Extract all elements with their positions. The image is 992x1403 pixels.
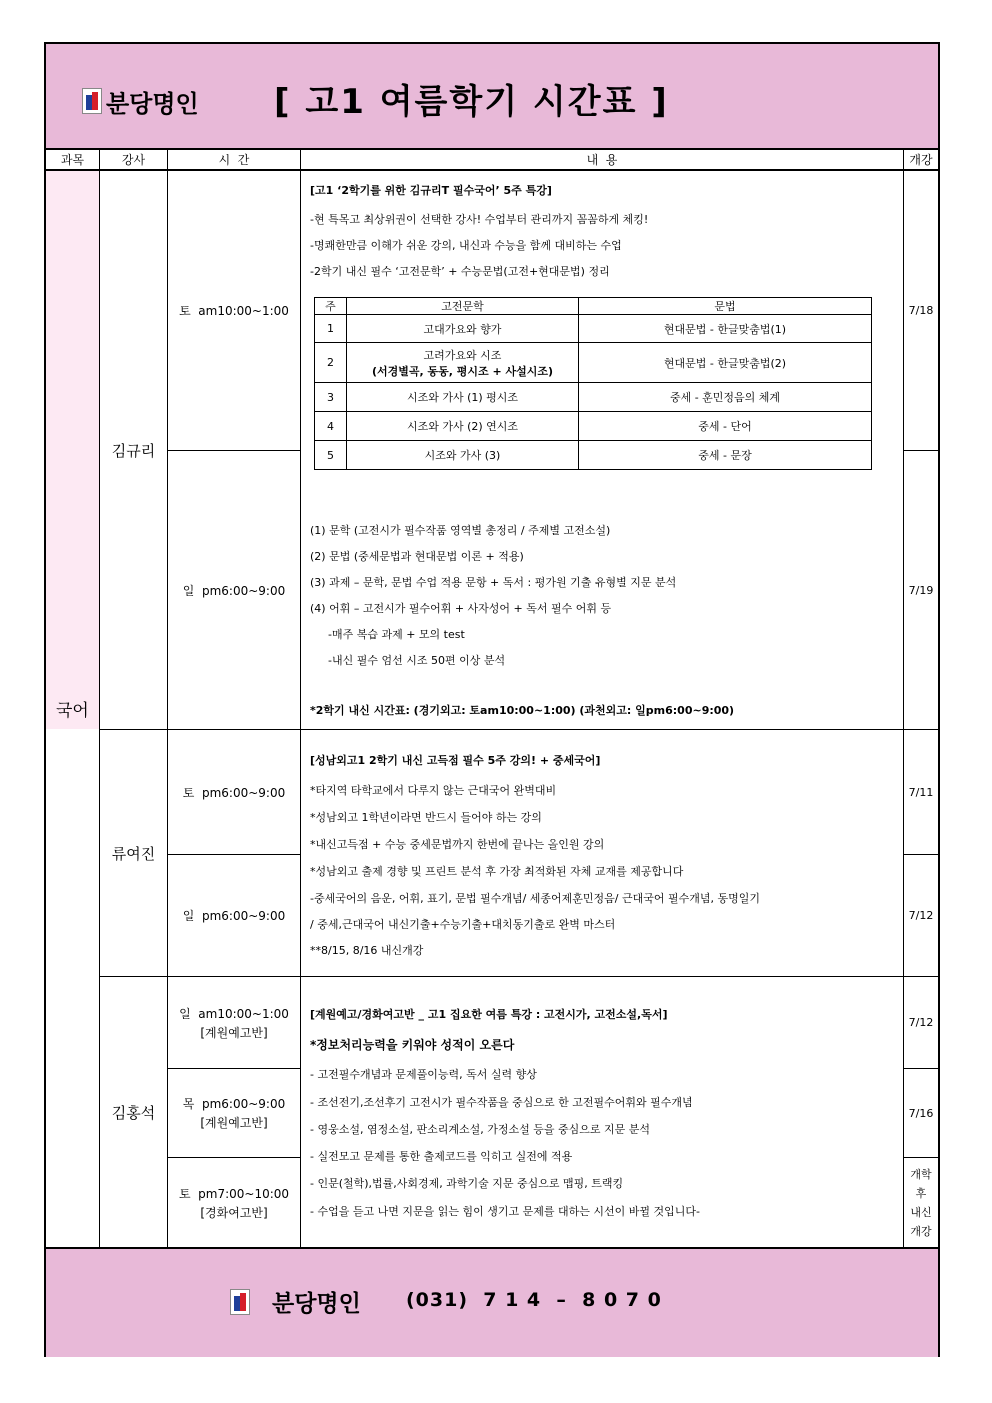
content-title: [계원예고/경화여고반 _ 고1 집요한 여름 특강 : 고전시가, 고전소설,독서] [310, 1008, 668, 1021]
content-line: / 중세,근대국어 내신기출+수능기출+대치동기출로 완벽 마스터 [310, 918, 616, 931]
slot-time-cell [168, 977, 300, 1068]
timetable-page [44, 42, 940, 1357]
content-line: - 실전모고 문제를 통한 출제코드를 익히고 실전에 적용 [310, 1150, 573, 1163]
content-line: **8/15, 8/16 내신개강 [310, 944, 424, 957]
footer-banner [46, 1247, 938, 1357]
slot-start-date: 7/11 [908, 785, 934, 799]
slot-time: 토 pm6:00~9:00 [182, 785, 286, 800]
content-line: - 조선전기,조선후기 고전시가 필수작품을 중심으로 한 고전필수어휘와 필수개념 [310, 1096, 693, 1109]
grammar-col-header: 문법 [579, 298, 872, 315]
content-line: (1) 문학 (고전시가 필수작품 영역별 총정리 / 주제별 고전소설) [310, 524, 611, 537]
weekly-curriculum-table [314, 297, 872, 470]
grammar-topic: 현대문법 - 한글맞춤법(1) [579, 315, 872, 343]
week-number: 3 [315, 383, 347, 412]
slot-time: 토 pm7:00~10:00 [178, 1186, 290, 1201]
grammar-topic: 중세 - 훈민정음의 체계 [579, 383, 872, 412]
header-brand: 분당명인 [106, 90, 199, 118]
start-note-line: 개학 [910, 1167, 932, 1181]
literature-topic: 고대가요와 향가 [347, 315, 579, 343]
teacher-name: 류여진 [111, 844, 156, 863]
header-banner [46, 44, 938, 150]
col-time-header: 시 간 [218, 153, 250, 167]
content-note: *2학기 내신 시간표: (경기외고: 토am10:00~1:00) (과천외고: 일pm6:00~9:00) [310, 704, 735, 717]
slot-time-cell [168, 1069, 300, 1157]
table-row [315, 315, 872, 343]
content-line: (2) 문법 (중세문법과 현대문법 이론 + 적용) [310, 550, 524, 563]
start-note-line: 내신 [910, 1205, 932, 1219]
literature-topic: 시조와 가사 (2) 연시조 [347, 412, 579, 441]
grammar-topic: 중세 - 문장 [579, 441, 872, 470]
content-line: - 고전필수개념과 문제풀이능력, 독서 실력 향상 [310, 1068, 537, 1081]
slot-time: 목 pm6:00~9:00 [182, 1097, 286, 1111]
teacher-name: 김규리 [111, 441, 156, 460]
slot-time: 일 pm6:00~9:00 [182, 909, 286, 923]
week-number: 5 [315, 441, 347, 470]
slot-start-note [904, 1158, 938, 1247]
literature-topic-main: 고려가요와 시조 [423, 348, 502, 362]
content-line: - 수업을 듣고 나면 지문을 읽는 힘이 생기고 문제를 대하는 시선이 바뀔 것입니다- [310, 1205, 700, 1218]
subject-cell [46, 171, 99, 729]
content-line: (3) 과제 – 문학, 문법 수업 적용 문항 + 독서 : 평가원 기출 유형별 지문 분석 [310, 576, 677, 589]
start-note-line: 개강 [910, 1224, 932, 1238]
slot-class: [계원예고반] [200, 1116, 268, 1130]
subject-label: 국어 [56, 701, 89, 721]
week-col-header: 주 [315, 298, 347, 315]
slot-class: [경화여고반] [200, 1205, 268, 1220]
footer-phone: (031) 7 1 4 – 8 0 7 0 [406, 1289, 662, 1311]
content-line: -현 특목고 최상위권이 선택한 강사! 수업부터 관리까지 꼼꼼하게 체킹! [310, 213, 649, 226]
literature-col-header: 고전문학 [347, 298, 579, 315]
slot-time-cell [168, 1158, 300, 1247]
content-line: -내신 필수 엄선 시조 50편 이상 분석 [328, 654, 506, 667]
slot-time: 토 am10:00~1:00 [179, 304, 289, 318]
literature-topic: 시조와 가사 (3) [347, 441, 579, 470]
content-line: (4) 어휘 – 고전시가 필수어휘 + 사자성어 + 독서 필수 어휘 등 [310, 602, 612, 615]
content-line: *내신고득점 + 수능 중세문법까지 한번에 끝나는 올인원 강의 [310, 838, 605, 851]
table-row [315, 412, 872, 441]
table-row [315, 383, 872, 412]
start-note-line: 후 [915, 1186, 927, 1200]
literature-topic [347, 343, 579, 383]
grammar-topic: 현대문법 - 한글맞춤법(2) [579, 343, 872, 383]
week-number: 1 [315, 315, 347, 343]
slot-class: [계원예고반] [200, 1025, 268, 1040]
content-line: *성남외고 1학년이라면 반드시 들어야 하는 강의 [310, 811, 542, 824]
slot-start-date: 7/19 [908, 583, 934, 597]
content-line: *성남외고 출제 경향 및 프린트 분석 후 가장 최적화된 자체 교재를 제공합니다 [310, 865, 684, 878]
academy-logo-icon [230, 1289, 250, 1315]
table-row [315, 343, 872, 383]
slot-start-date: 7/16 [908, 1106, 934, 1120]
literature-topic-detail: (서경별곡, 동동, 평시조 + 사설시조) [371, 364, 554, 378]
content-line: - 인문(철학),법률,사회경제, 과학기술 지문 중심으로 맵핑, 트랙킹 [310, 1177, 624, 1190]
content-line: - 영웅소설, 염정소설, 판소리계소설, 가정소설 등을 중심으로 지문 분석 [310, 1123, 650, 1136]
slot-start-date: 7/12 [908, 1016, 934, 1029]
col-teacher-header: 강사 [121, 153, 146, 167]
content-line: -명쾌한만큼 이해가 쉬운 강의, 내신과 수능을 함께 대비하는 수업 [310, 239, 622, 252]
grammar-topic: 중세 - 단어 [579, 412, 872, 441]
content-line: -중세국어의 음운, 어휘, 표기, 문법 필수개념/ 세종어제훈민정음/ 근대국어 필수개념, 동명일기 [310, 892, 760, 905]
content-line: -2학기 내신 필수 ‘고전문학’ + 수능문법(고전+현대문법) 정리 [310, 265, 610, 278]
week-number: 2 [315, 343, 347, 383]
slot-time: 일 am10:00~1:00 [179, 1006, 289, 1021]
col-content-header: 내 용 [586, 153, 618, 167]
page-title: [ 고1 여름학기 시간표 ] [274, 82, 669, 122]
literature-topic: 시조와 가사 (1) 평시조 [347, 383, 579, 412]
content-title: [성남외고1 2학기 내신 고득점 필수 5주 강의! + 중세국어] [310, 754, 601, 767]
week-number: 4 [315, 412, 347, 441]
footer-brand: 분당명인 [272, 1291, 361, 1317]
table-row [315, 441, 872, 470]
slot-time: 일 pm6:00~9:00 [182, 583, 286, 598]
content-line: *타지역 타학교에서 다루지 않는 근대국어 완벽대비 [310, 784, 557, 797]
teacher-name: 김홍석 [111, 1103, 156, 1122]
slot-start-date: 7/12 [908, 909, 934, 922]
col-start-header: 개강 [909, 153, 933, 167]
content-line: -매주 복습 과제 + 모의 test [328, 628, 465, 641]
col-subject-header: 과목 [60, 153, 85, 167]
content-subtitle: *정보처리능력을 키워야 성적이 오른다 [310, 1038, 515, 1052]
academy-logo-icon [82, 88, 102, 114]
slot-start-date: 7/18 [908, 304, 934, 317]
content-title: [고1 ‘2학기를 위한 김규리T 필수국어’ 5주 특강] [310, 184, 552, 197]
